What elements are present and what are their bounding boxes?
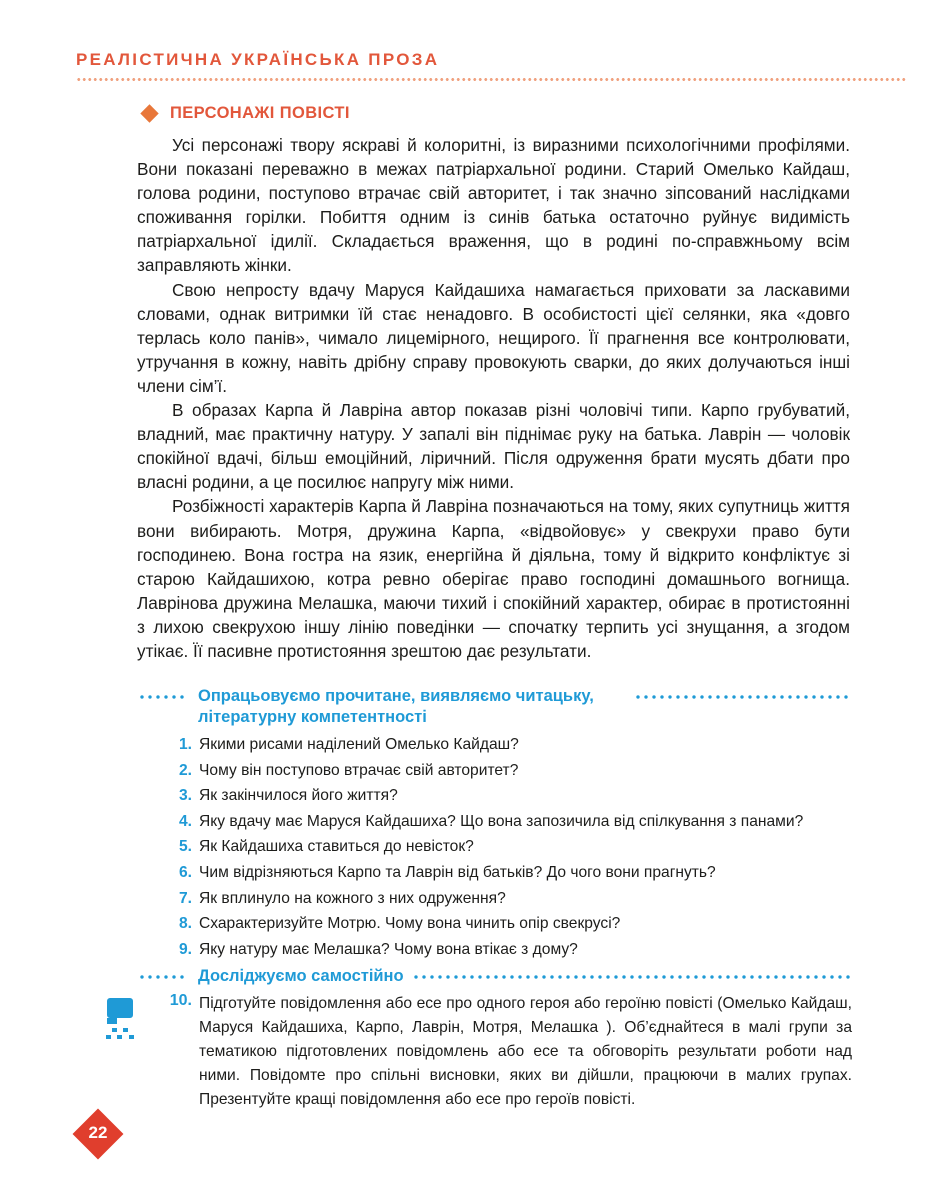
question-text: Як Кайдашиха ставиться до невісток? bbox=[199, 838, 474, 856]
question-number: 1. bbox=[178, 736, 192, 753]
paragraph: В образах Карпа й Лавріна автор показав різні чоловічі типи. Карпо грубуватий, владний, має практичну натуру. У запалі він піднімає руку на батька. Лаврін — чоловік спокійної вдачі, більш емоційний, ліричний. Після одруження брати мусять дбати про власні родини, а це посилює напругу між ними. bbox=[137, 400, 850, 493]
question-text: Яку вдачу має Маруся Кайдашиха? Що вона запозичила від спілкування з панами? bbox=[199, 812, 804, 830]
header-dotted-rule bbox=[76, 77, 906, 82]
list-item bbox=[170, 834, 860, 860]
dotted-ornament bbox=[138, 974, 184, 980]
question-number: 8. bbox=[178, 915, 192, 933]
question-text: Чому він поступово втрачає свій авторитет? bbox=[199, 761, 519, 779]
question-number: 3. bbox=[178, 787, 192, 805]
question-text: Як вплинуло на кожного з них одруження? bbox=[199, 889, 506, 907]
exercise-title: Опрацьовуємо прочитане, виявляємо читацьку, літературну компетентності bbox=[198, 687, 594, 726]
task-text: Підготуйте повідомлення або есе про одного героя або героїню повісті (Омелько Кайдаш, Маруся Кайдашиха, Карпо, Лаврін, Мотря, Мелашка ). Об’єднайтеся в малі групи за тематикою підготовлених повідомлень або есе та обговоріть результати роботи над ними. Повідомте про спільні висновки, яких ви дійшли, працюючи в малих групах. Презентуйте кращі повідомлення або есе про героїв повісті. bbox=[199, 995, 852, 1108]
diamond-bullet-icon bbox=[140, 104, 158, 122]
page-number-badge bbox=[74, 1110, 122, 1158]
dotted-ornament bbox=[634, 694, 850, 700]
section-title: ПЕРСОНАЖІ ПОВІСТІ bbox=[170, 104, 350, 122]
section-body bbox=[137, 133, 850, 663]
exercise-heading-reading bbox=[138, 686, 850, 728]
paragraph: Свою непросту вдачу Маруся Кайдашиха намагається приховати за ласкавими словами, однак витримки їй стає ненадовго. В особистості цієї селянки, яка «довго терлась коло панів», чимало лицемірного, нещирого. Її прагнення все контролювати, утручання в кожну, навіть дрібну справу провокують сварки, до яких долучаються інші члени сім’ї. bbox=[137, 279, 850, 396]
list-item bbox=[170, 937, 860, 963]
question-number: 6. bbox=[178, 863, 192, 881]
list-item bbox=[170, 860, 860, 886]
dotted-ornament bbox=[412, 974, 850, 980]
list-item bbox=[170, 809, 860, 835]
section-heading bbox=[141, 104, 350, 123]
question-number: 5. bbox=[178, 838, 192, 856]
question-number: 4. bbox=[178, 812, 192, 830]
question-text: Якими рисами наділений Омелько Кайдаш? bbox=[199, 736, 519, 753]
research-task bbox=[160, 992, 852, 1112]
question-text: Яку натуру має Мелашка? Чому вона втікає з дому? bbox=[199, 940, 578, 958]
question-text: Схарактеризуйте Мотрю. Чому вона чинить опір свекрусі? bbox=[199, 915, 621, 933]
list-item bbox=[170, 911, 860, 937]
list-item bbox=[170, 783, 860, 809]
group-discussion-icon bbox=[104, 996, 138, 1046]
question-number: 9. bbox=[178, 940, 192, 958]
question-number: 2. bbox=[178, 761, 192, 779]
dotted-ornament bbox=[138, 694, 184, 700]
paragraph: Розбіжності характерів Карпа й Лавріна позначаються на тому, яких супутниць життя вони вибирають. Мотря, дружина Карпа, «відвойовує» у свекрухи право бути господинею. Вона гостра на язик, енергійна й діяльна, тому й відкрито конфліктує зі старою Кайдашихою, котра ревно оберігає право господині домашнього вогнища. Лаврінова дружина Мелашка, маючи тихий і спокійний характер, обирає в протистоянні з лихою свекрухою іншу лінію поведінки — спочатку терпить усі знущання, а згодом утікає. Її пасивне протистояння зрештою дає результати. bbox=[137, 496, 850, 661]
list-item bbox=[170, 758, 860, 784]
exercise-heading-research bbox=[138, 966, 850, 987]
running-title: РЕАЛІСТИЧНА УКРАЇНСЬКА ПРОЗА bbox=[76, 50, 440, 69]
task-number: 10. bbox=[169, 992, 192, 1009]
paragraph: Усі персонажі твору яскраві й колоритні, із виразними психологічними профілями. Вони показані переважно в межах патріархальної родини. Старий Омелько Кайдаш, голова родини, поступово втрачає свій авторитет, і так значно зіпсований наслідками споживання горілки. Побиття одним із синів батька остаточно руйнує видимість патріархальної ідилії. Складається враження, що в родині по-справжньому всім заправляють жінки. bbox=[137, 135, 850, 276]
exercise-title: Досліджуємо самостійно bbox=[198, 967, 404, 985]
list-item bbox=[170, 886, 860, 912]
page-number: 22 bbox=[88, 1123, 108, 1142]
question-text: Як закінчилося його життя? bbox=[199, 787, 398, 805]
list-item bbox=[170, 732, 860, 758]
question-text: Чим відрізняються Карпо та Лаврін від батьків? До чого вони прагнуть? bbox=[199, 863, 716, 881]
question-number: 7. bbox=[178, 889, 192, 907]
question-list bbox=[170, 732, 860, 962]
